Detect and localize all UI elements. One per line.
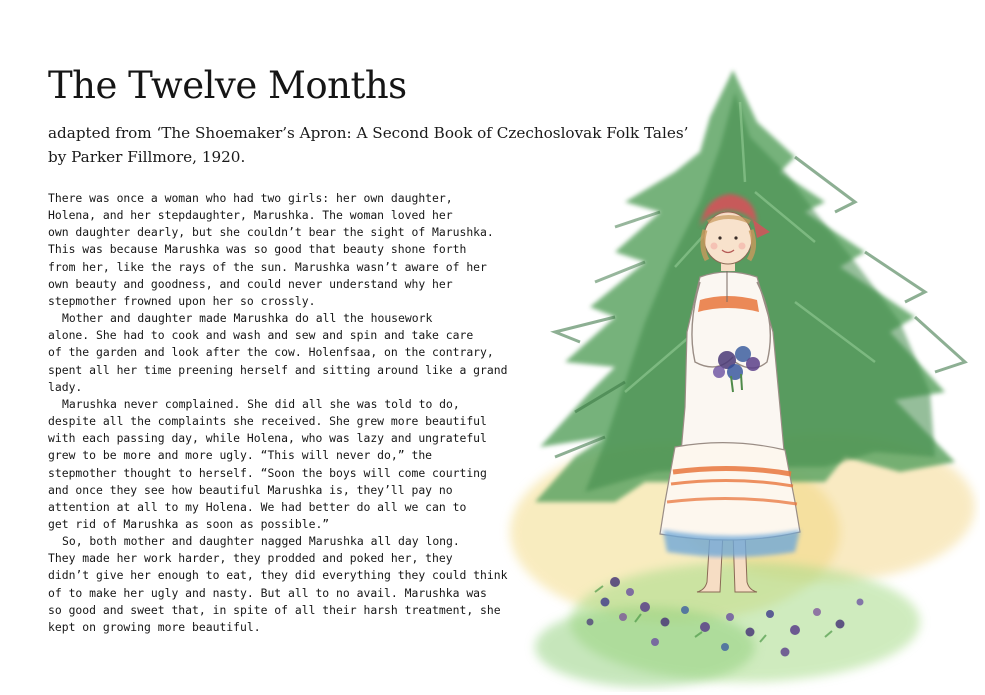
source-line-2: by Parker Fillmore, 1920. bbox=[48, 148, 246, 166]
story-line: grew to be more and more ugly. “This will never do,” the bbox=[48, 448, 433, 463]
story-line: get rid of Marushka as soon as possible.” bbox=[48, 516, 330, 531]
page-title: The Twelve Months bbox=[48, 64, 407, 107]
story-line: of to make her ugly and nasty. But all to no avail. Marushka was bbox=[48, 585, 487, 600]
story-text bbox=[48, 190, 508, 636]
story-line: kept on growing more beautiful. bbox=[48, 619, 261, 634]
story-line: alone. She had to cook and wash and sew and spin and take care bbox=[48, 328, 474, 343]
story-line: despite all the complaints she received. She grew more beautiful bbox=[48, 414, 487, 429]
story-line: attention at all to my Holena. We had better do all we can to bbox=[48, 499, 467, 514]
story-line: so good and sweet that, in spite of all their harsh treatment, she bbox=[48, 602, 501, 617]
story-line: stepmother thought to herself. “Soon the boys will come courting bbox=[48, 465, 487, 480]
story-line: lady. bbox=[48, 379, 83, 394]
story-line: Mother and daughter made Marushka do all the housework bbox=[62, 311, 433, 326]
story-line: spent all her time preening herself and sitting around like a grand bbox=[48, 362, 508, 377]
watercolor-girl-under-fir-tree-icon bbox=[495, 62, 980, 692]
story-line: and once they see how beautiful Marushka is, they’ll pay no bbox=[48, 482, 453, 497]
story-line: Holena, and her stepdaughter, Marushka. The woman loved her bbox=[48, 208, 453, 223]
story-line: from her, like the rays of the sun. Marushka wasn’t aware of her bbox=[48, 259, 487, 274]
story-line: There was once a woman who had two girls: her own daughter, bbox=[48, 191, 453, 205]
story-line: of the garden and look after the cow. Holenfsaa, on the contrary, bbox=[48, 345, 494, 360]
story-line: This was because Marushka was so good that beauty shone forth bbox=[48, 242, 467, 257]
story-line: own daughter dearly, but she couldn’t bear the sight of Marushka. bbox=[48, 225, 494, 240]
source-line-1: adapted from ‘The Shoemaker’s Apron: A Second Book of Czechoslovak Folk Tales’ bbox=[48, 124, 689, 142]
story-line: own beauty and goodness, and could never understand why her bbox=[48, 276, 453, 291]
story-line: They made her work harder, they prodded and poked her, they bbox=[48, 551, 453, 566]
story-line: didn’t give her enough to eat, they did everything they could think bbox=[48, 568, 508, 583]
story-line: stepmother frowned upon her so crossly. bbox=[48, 293, 316, 308]
story-line: So, both mother and daughter nagged Marushka all day long. bbox=[62, 534, 460, 549]
story-line: with each passing day, while Holena, who was lazy and ungrateful bbox=[48, 431, 487, 446]
story-line: Marushka never complained. She did all she was told to do, bbox=[62, 396, 460, 411]
